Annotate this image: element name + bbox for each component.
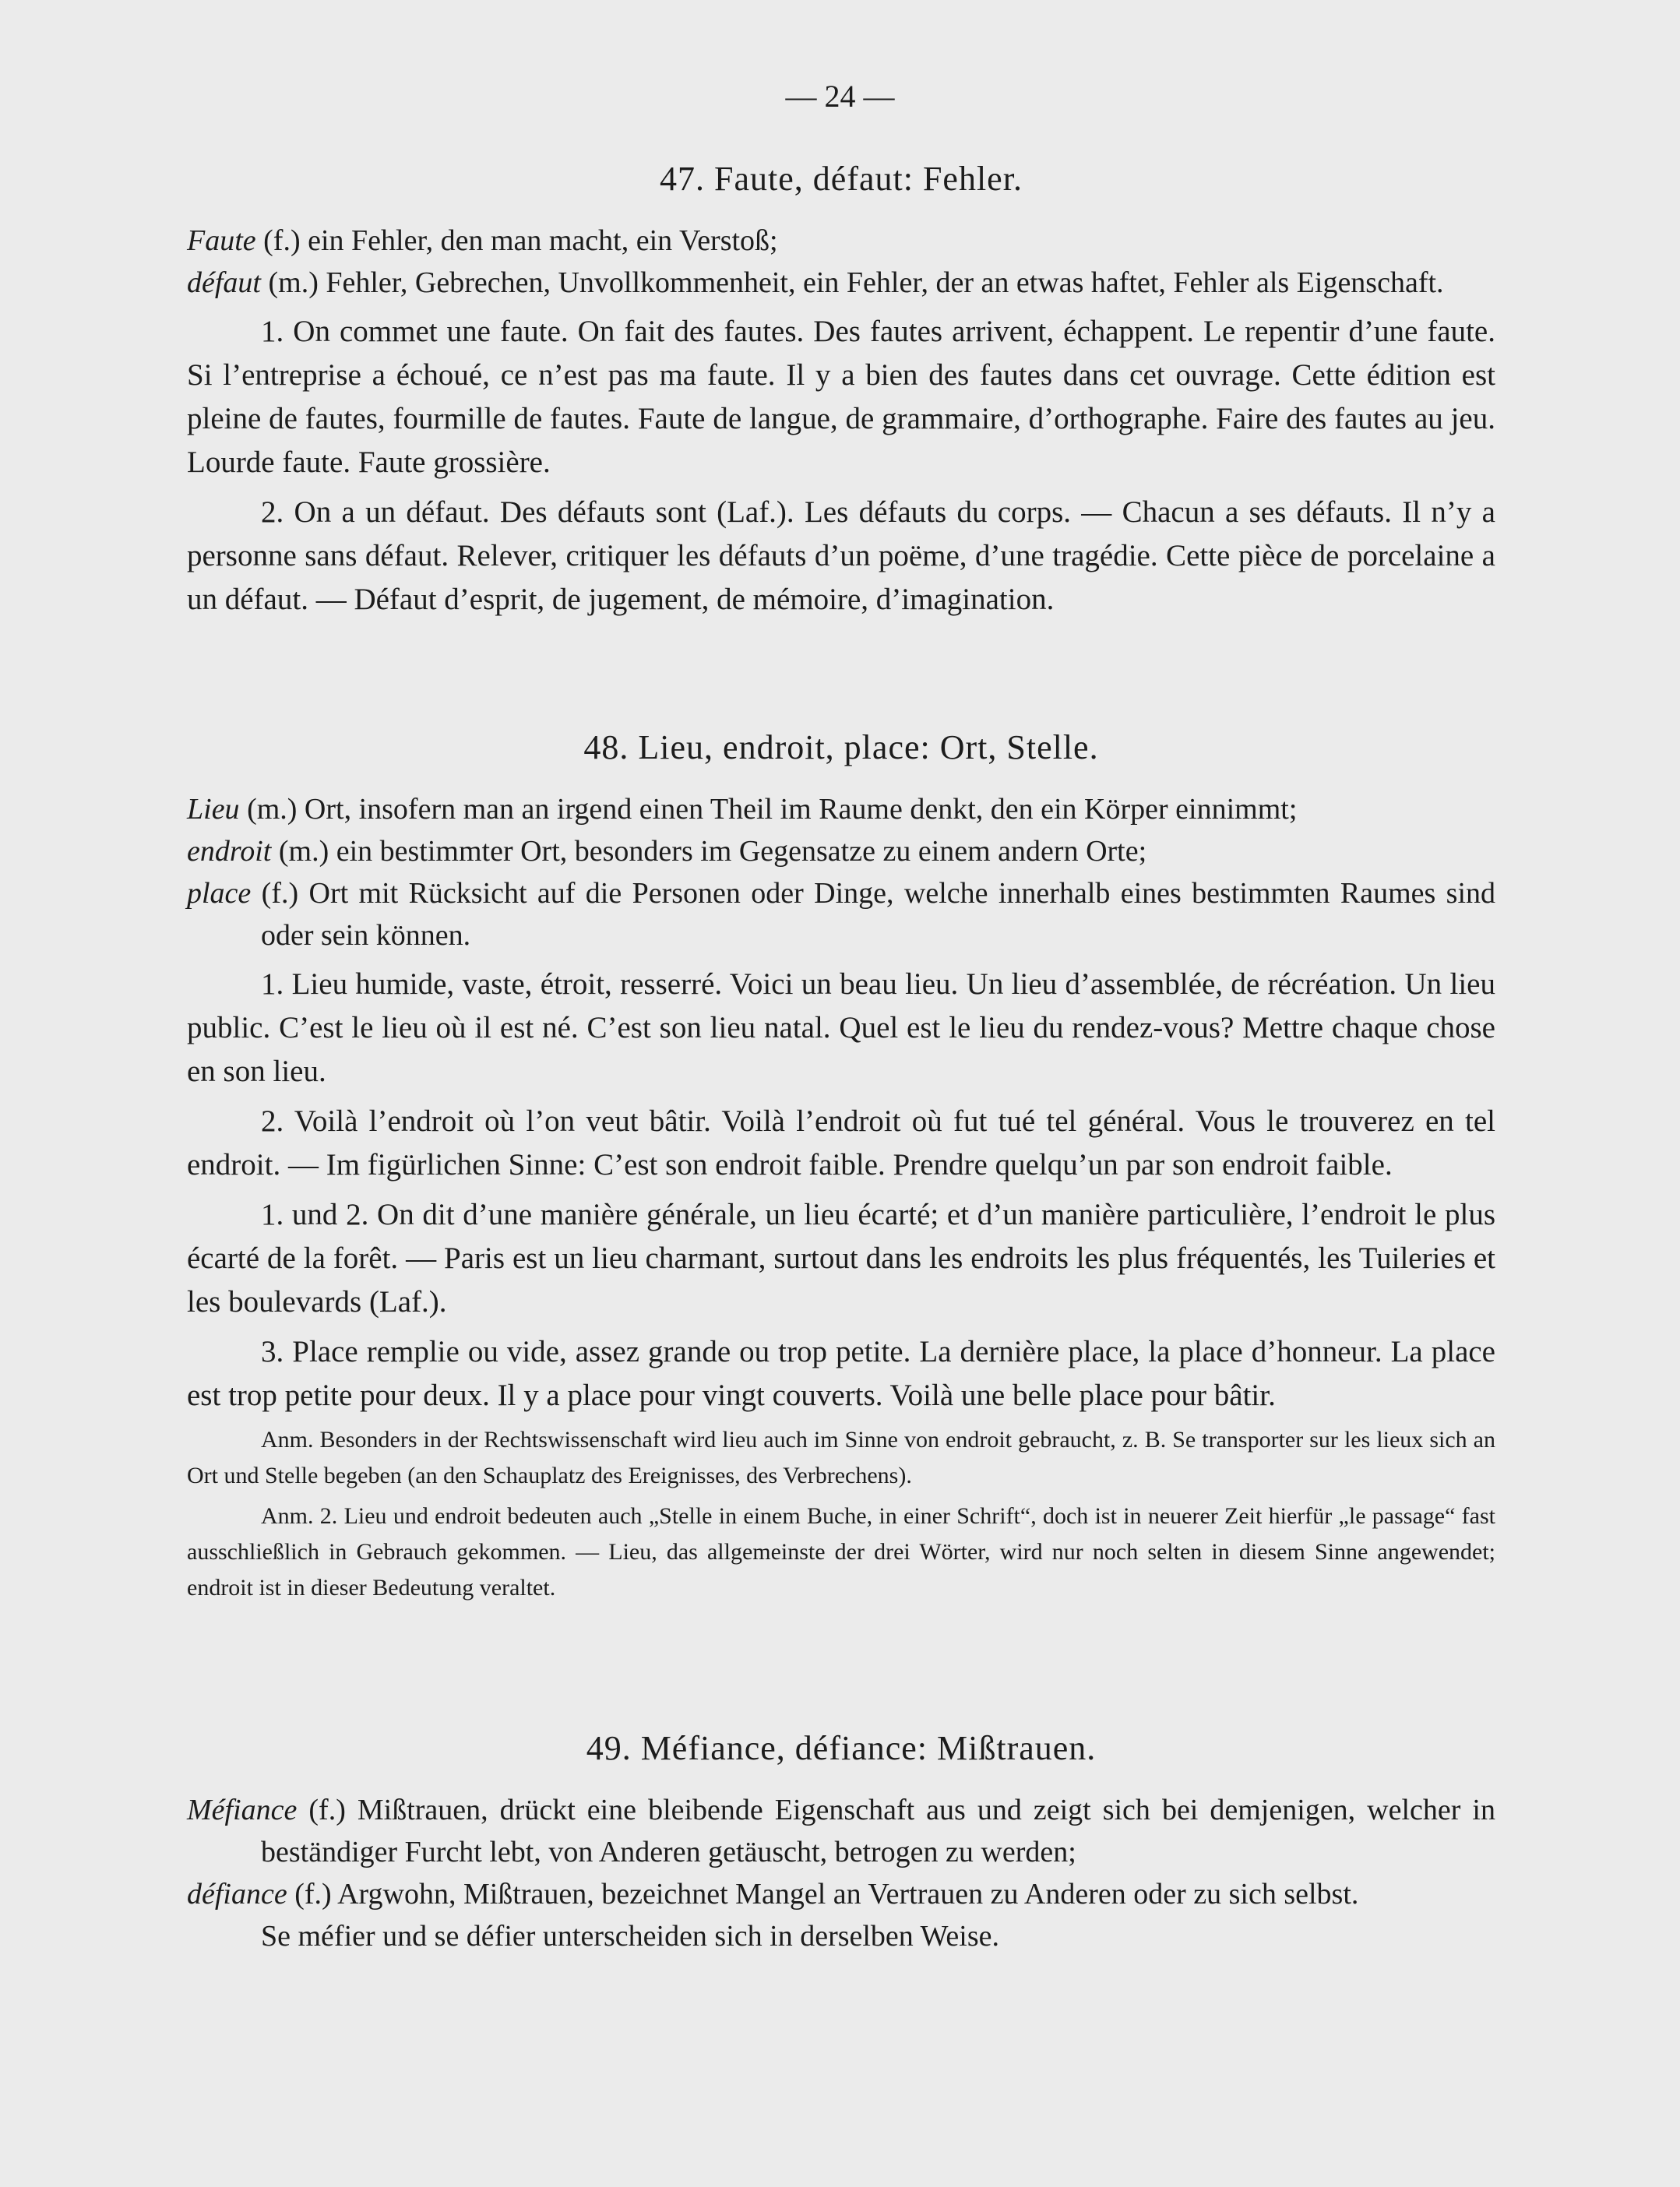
- section-47: [187, 156, 1495, 622]
- page-number: — 24 —: [785, 79, 895, 114]
- section-title: 49. Méfiance, défiance: Mißtrauen.: [586, 1729, 1097, 1767]
- section-49: [187, 1725, 1495, 1957]
- definition-gloss: (f.) Ort mit Rücksicht auf die Personen oder Dinge, welche innerhalb eines bestimmten Raumes sind oder sein können.: [261, 877, 1496, 952]
- definition-endroit: [187, 830, 1495, 872]
- paragraph: 1. On commet une faute. On fait des fautes. Des fautes arrivent, échappent. Le repentir d’une faute. Si l’entreprise a échoué, ce n’est pas ma faute. Il y a bien des fautes dans cet ouvrage. Cette édition est pleine de fautes, fourmille de fautes. Faute de langue, de grammaire, d’orthographe. Faire des fautes au jeu. Lourde faute. Faute grossière.: [187, 315, 1495, 479]
- section-48: [187, 724, 1495, 1606]
- definition-term: place: [187, 877, 252, 910]
- definition-term: Méfiance: [187, 1794, 298, 1826]
- footnote: Anm. 2. Lieu und endroit bedeuten auch „Stelle in einem Buche, in einer Schrift“, doch ist in neuerer Zeit hierfür „le passage“ fast ausschließlich in Gebrauch gekommen. — Lieu, das allgemeinste der drei Wörter, wird nur noch selten in diesem Sinne angewendet; endroit ist in dieser Bedeutung veraltet.: [187, 1503, 1495, 1601]
- definition-gloss: (m.) Ort, insofern man an irgend einen Theil im Raume denkt, den ein Körper einnimmt;: [247, 793, 1298, 826]
- paragraph: 1. und 2. On dit d’une manière générale, un lieu écarté; et d’un manière particulière, l’endroit le plus écarté de la forêt. — Paris est un lieu charmant, surtout dans les endroits les plus fréquentés, les Tuileries et les boulevards (Laf.).: [187, 1198, 1495, 1319]
- definition-gloss: (f.) Argwohn, Mißtrauen, bezeichnet Mangel an Vertrauen zu Anderen oder zu sich selbst.: [294, 1878, 1359, 1911]
- definition-faute: [187, 220, 1495, 262]
- definition-term: Faute: [187, 224, 256, 257]
- definition-place: [187, 872, 1495, 956]
- definition-gloss: (f.) Mißtrauen, drückt eine bleibende Eigenschaft aus und zeigt sich bei demjenigen, welcher in beständiger Furcht lebt, von Anderen getäuscht, betrogen zu werden;: [261, 1794, 1495, 1868]
- definition-term: défaut: [187, 266, 261, 299]
- definition-gloss: (f.) ein Fehler, den man macht, ein Verstoß;: [263, 224, 778, 257]
- footnote: Anm. Besonders in der Rechtswissenschaft wird lieu auch im Sinne von endroit gebraucht, z. B. Se transporter sur les lieux sich an Ort und Stelle begeben (an den Schauplatz des Ereignisses, des Verbrechens).: [187, 1427, 1495, 1488]
- definition-lieu: [187, 788, 1495, 830]
- definition-term: endroit: [187, 835, 272, 868]
- definition-term: Lieu: [187, 793, 240, 826]
- section-title: 48. Lieu, endroit, place: Ort, Stelle.: [583, 728, 1099, 766]
- paragraph: 2. On a un défaut. Des défauts sont (Laf.). Les défauts du corps. — Chacun a ses défauts. Il n’y a personne sans défaut. Relever, critiquer les défauts d’un poëme, d’une tragédie. Cette pièce de porcelaine a un défaut. — Défaut d’esprit, de jugement, de mémoire, d’imagination.: [187, 495, 1495, 616]
- definition-term: défiance: [187, 1878, 287, 1911]
- paragraph: 3. Place remplie ou vide, assez grande ou trop petite. La dernière place, la place d’honneur. La place est trop petite pour deux. Il y a place pour vingt couverts. Voilà une belle place pour bâtir.: [187, 1335, 1495, 1412]
- definition-mefiance: [187, 1789, 1495, 1873]
- closing-line: Se méfier und se défier unterscheiden sich in derselben Weise.: [261, 1920, 1000, 1953]
- definition-gloss: (m.) ein bestimmter Ort, besonders im Gegensatze zu einem andern Orte;: [278, 835, 1147, 868]
- section-title: 47. Faute, défaut: Fehler.: [660, 160, 1023, 198]
- paragraph: 2. Voilà l’endroit où l’on veut bâtir. Voilà l’endroit où fut tué tel général. Vous le trouverez en tel endroit. — Im figürlichen Sinne: C’est son endroit faible. Prendre quelqu’un par son endroit faible.: [187, 1104, 1495, 1182]
- paragraph: 1. Lieu humide, vaste, étroit, resserré. Voici un beau lieu. Un lieu d’assemblée, de récréation. Un lieu public. C’est le lieu où il est né. C’est son lieu natal. Quel est le lieu du rendez-vous? Mettre chaque chose en son lieu.: [187, 967, 1495, 1088]
- definition-defiance: [187, 1873, 1495, 1915]
- definition-gloss: (m.) Fehler, Gebrechen, Unvollkommenheit, ein Fehler, der an etwas haftet, Fehler als Eigenschaft.: [268, 266, 1444, 299]
- definition-defaut: [187, 262, 1495, 304]
